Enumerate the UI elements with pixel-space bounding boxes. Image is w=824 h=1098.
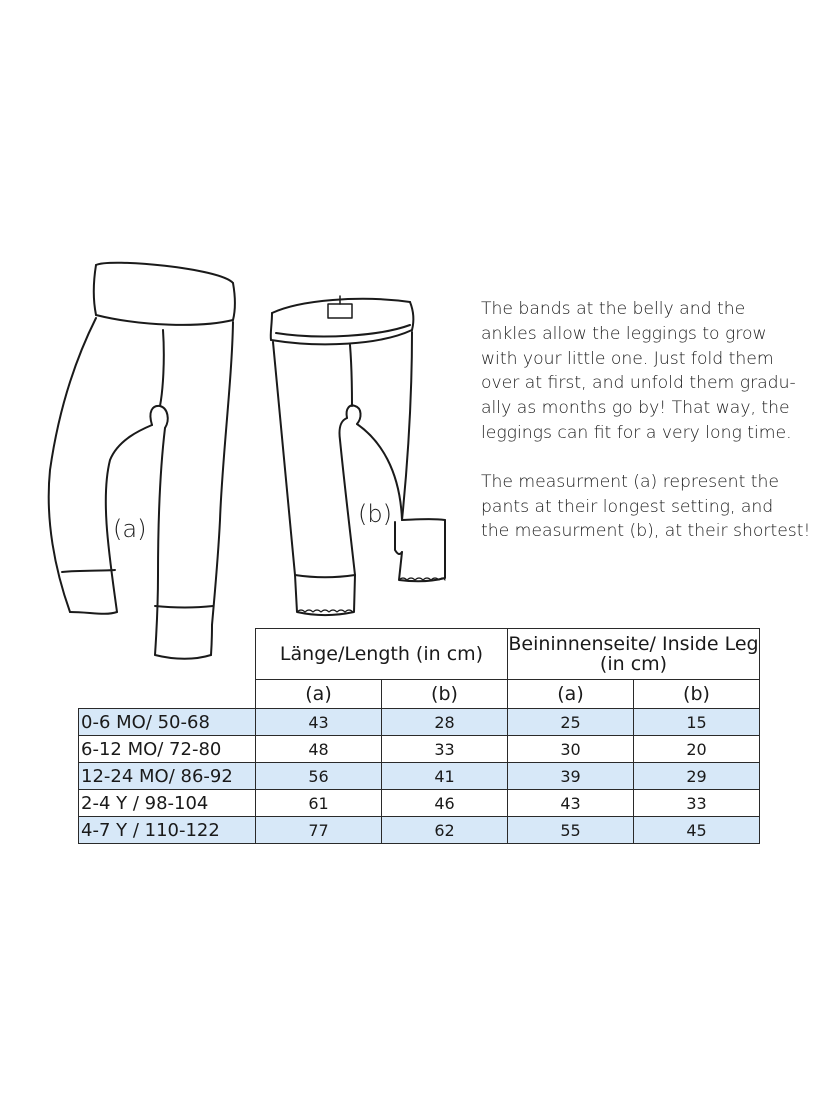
size-label: 4-7 Y / 110-122 <box>79 817 256 844</box>
table-corner-2 <box>79 680 256 709</box>
subheader-length-a: (a) <box>256 680 382 709</box>
table-row <box>79 763 760 790</box>
description-paragraph-1: The bands at the belly and the ankles allow the leggings to grow with your little one. Just fold them over at first, and unfold them gradu- ally as months go by! That way, the leggings can fit for a very long time. <box>481 299 796 443</box>
table-row <box>79 790 760 817</box>
leg-b-value: 29 <box>634 763 760 790</box>
length-a-value: 61 <box>256 790 382 817</box>
table-corner <box>79 629 256 680</box>
length-b-value: 41 <box>382 763 508 790</box>
subheader-leg-b: (b) <box>634 680 760 709</box>
leg-a-value: 43 <box>508 790 634 817</box>
size-table <box>78 628 760 844</box>
length-b-value: 28 <box>382 709 508 736</box>
leg-b-value: 15 <box>634 709 760 736</box>
leg-a-value: 30 <box>508 736 634 763</box>
subheader-length-b: (b) <box>382 680 508 709</box>
figure-label-b: (b) <box>358 500 392 528</box>
table-subheader-row <box>79 680 760 709</box>
table-row <box>79 817 760 844</box>
leg-b-value: 20 <box>634 736 760 763</box>
size-label: 12-24 MO/ 86-92 <box>79 763 256 790</box>
length-a-value: 48 <box>256 736 382 763</box>
leggings-a-drawing <box>49 263 235 659</box>
leggings-b-drawing <box>271 296 445 615</box>
size-label: 6-12 MO/ 72-80 <box>79 736 256 763</box>
size-label: 2-4 Y / 98-104 <box>79 790 256 817</box>
table-row <box>79 709 760 736</box>
header-inside-leg: Beininnenseite/ Inside Leg (in cm) <box>508 629 760 680</box>
table-row <box>79 736 760 763</box>
length-a-value: 56 <box>256 763 382 790</box>
length-a-value: 77 <box>256 817 382 844</box>
length-a-value: 43 <box>256 709 382 736</box>
leg-a-value: 55 <box>508 817 634 844</box>
length-b-value: 46 <box>382 790 508 817</box>
header-length: Länge/Length (in cm) <box>256 629 508 680</box>
description <box>481 297 811 568</box>
leg-a-value: 25 <box>508 709 634 736</box>
length-b-value: 62 <box>382 817 508 844</box>
leg-a-value: 39 <box>508 763 634 790</box>
length-b-value: 33 <box>382 736 508 763</box>
leg-b-value: 45 <box>634 817 760 844</box>
leg-b-value: 33 <box>634 790 760 817</box>
subheader-leg-a: (a) <box>508 680 634 709</box>
size-label: 0-6 MO/ 50-68 <box>79 709 256 736</box>
table-header-row <box>79 629 760 680</box>
description-paragraph-2: The measurment (a) represent the pants at their longest setting, and the measurment (b), at their shortest! <box>481 471 811 542</box>
figure-label-a: (a) <box>113 515 147 543</box>
